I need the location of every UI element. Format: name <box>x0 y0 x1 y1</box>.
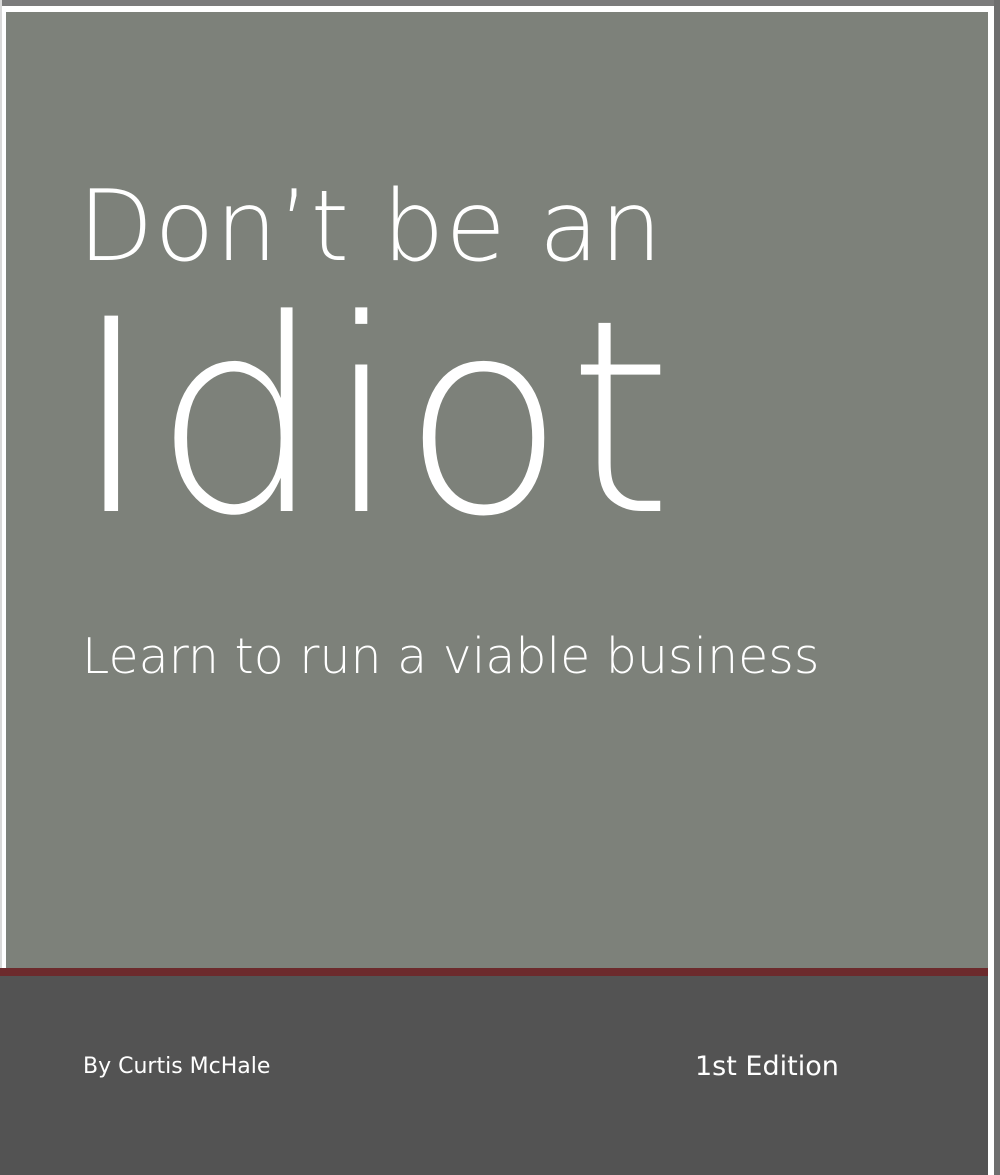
author-byline: By Curtis McHale <box>83 1054 271 1079</box>
accent-stripe <box>0 968 988 976</box>
right-frame-line <box>994 0 1000 1175</box>
title-line-2: Idiot <box>72 263 675 575</box>
title-line-1: Don’t be an <box>78 170 664 284</box>
subtitle: Learn to run a viable business <box>82 628 820 685</box>
top-frame-line <box>0 0 1000 6</box>
edition-label: 1st Edition <box>695 1051 839 1082</box>
